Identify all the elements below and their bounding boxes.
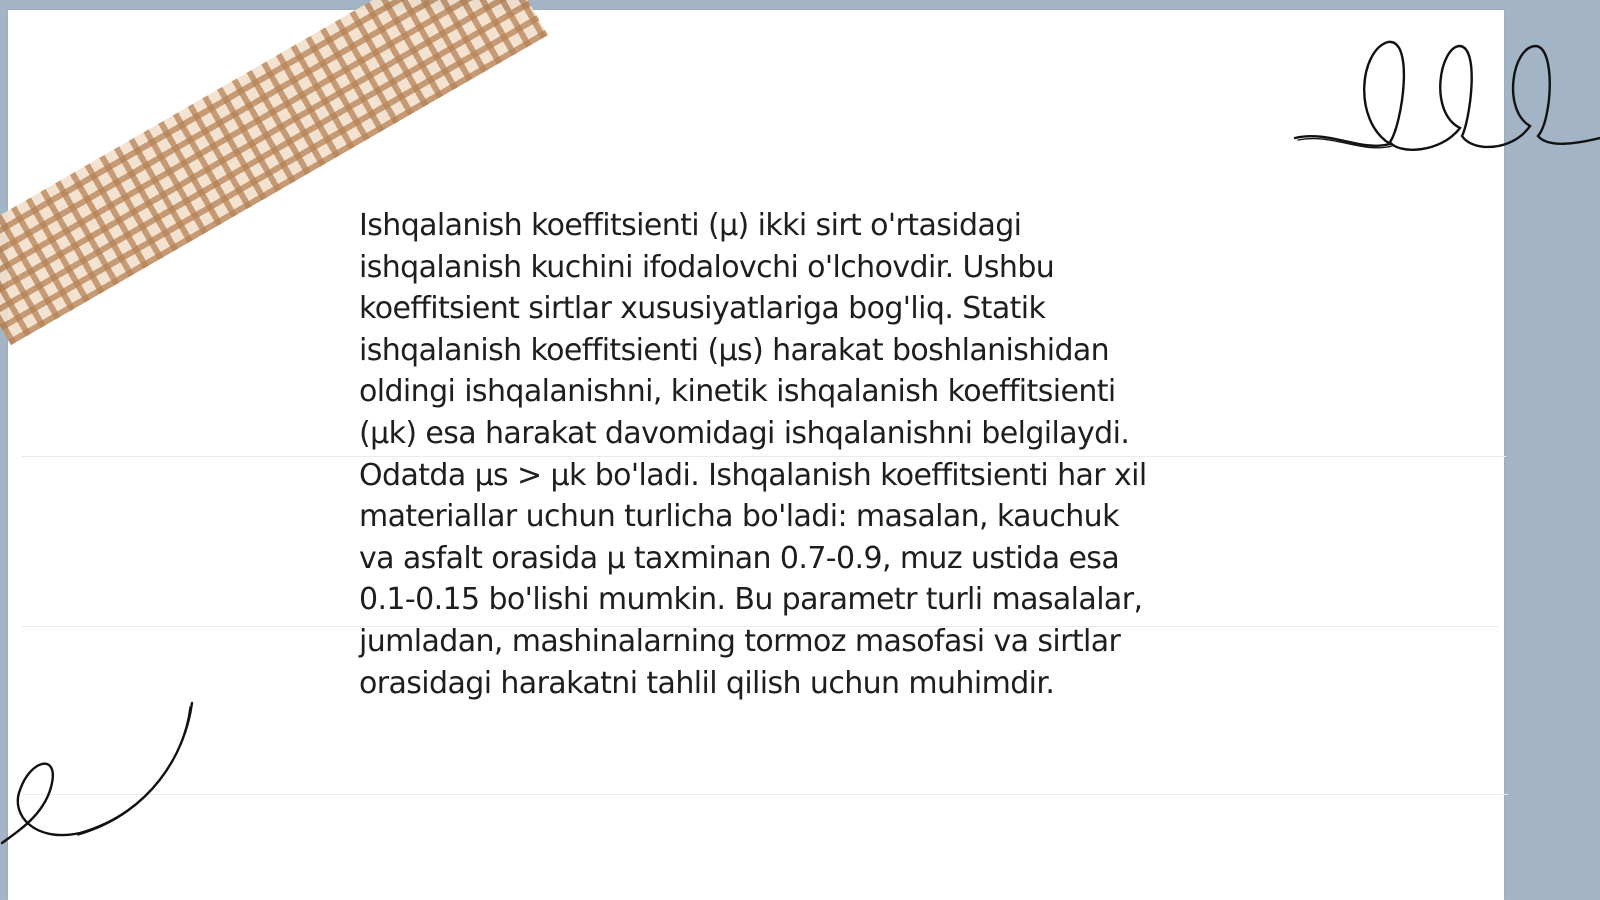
- paragraph-line: Odatda μs > μk bo'ladi. Ishqalanish koeffitsienti har xil: [359, 457, 1147, 493]
- paragraph-line: va asfalt orasida μ taxminan 0.7-0.9, muz ustida esa: [359, 540, 1120, 576]
- paragraph-line: jumladan, mashinalarning tormoz masofasi va sirtlar: [359, 623, 1121, 659]
- paragraph-line: ishqalanish koeffitsienti (μs) harakat boshlanishidan: [359, 332, 1110, 368]
- paragraph-line: (μk) esa harakat davomidagi ishqalanishni belgilaydi.: [359, 415, 1130, 451]
- paragraph-line: koeffitsient sirtlar xususiyatlariga bog'liq. Statik: [359, 291, 1046, 327]
- paper-rule-line: [22, 794, 1508, 795]
- paragraph-line: ishqalanish kuchini ifodalovchi o'lchovdir. Ushbu: [359, 249, 1055, 285]
- loop-swirl-icon: [0, 695, 210, 850]
- paragraph-line: orasidagi harakatni tahlil qilish uchun muhimdir.: [359, 665, 1055, 701]
- loop-swirl-icon: [1290, 30, 1600, 165]
- paragraph-line: Ishqalanish koeffitsienti (μ) ikki sirt o'rtasidagi: [359, 208, 1022, 243]
- paragraph-line: materiallar uchun turlicha bo'ladi: masalan, kauchuk: [359, 499, 1119, 535]
- paragraph-line: 0.1-0.15 bo'lishi mumkin. Bu parametr turli masalalar,: [359, 582, 1143, 618]
- body-paragraph: [359, 205, 1259, 704]
- paragraph-line: oldingi ishqalanishni, kinetik ishqalanish koeffitsienti: [359, 374, 1116, 410]
